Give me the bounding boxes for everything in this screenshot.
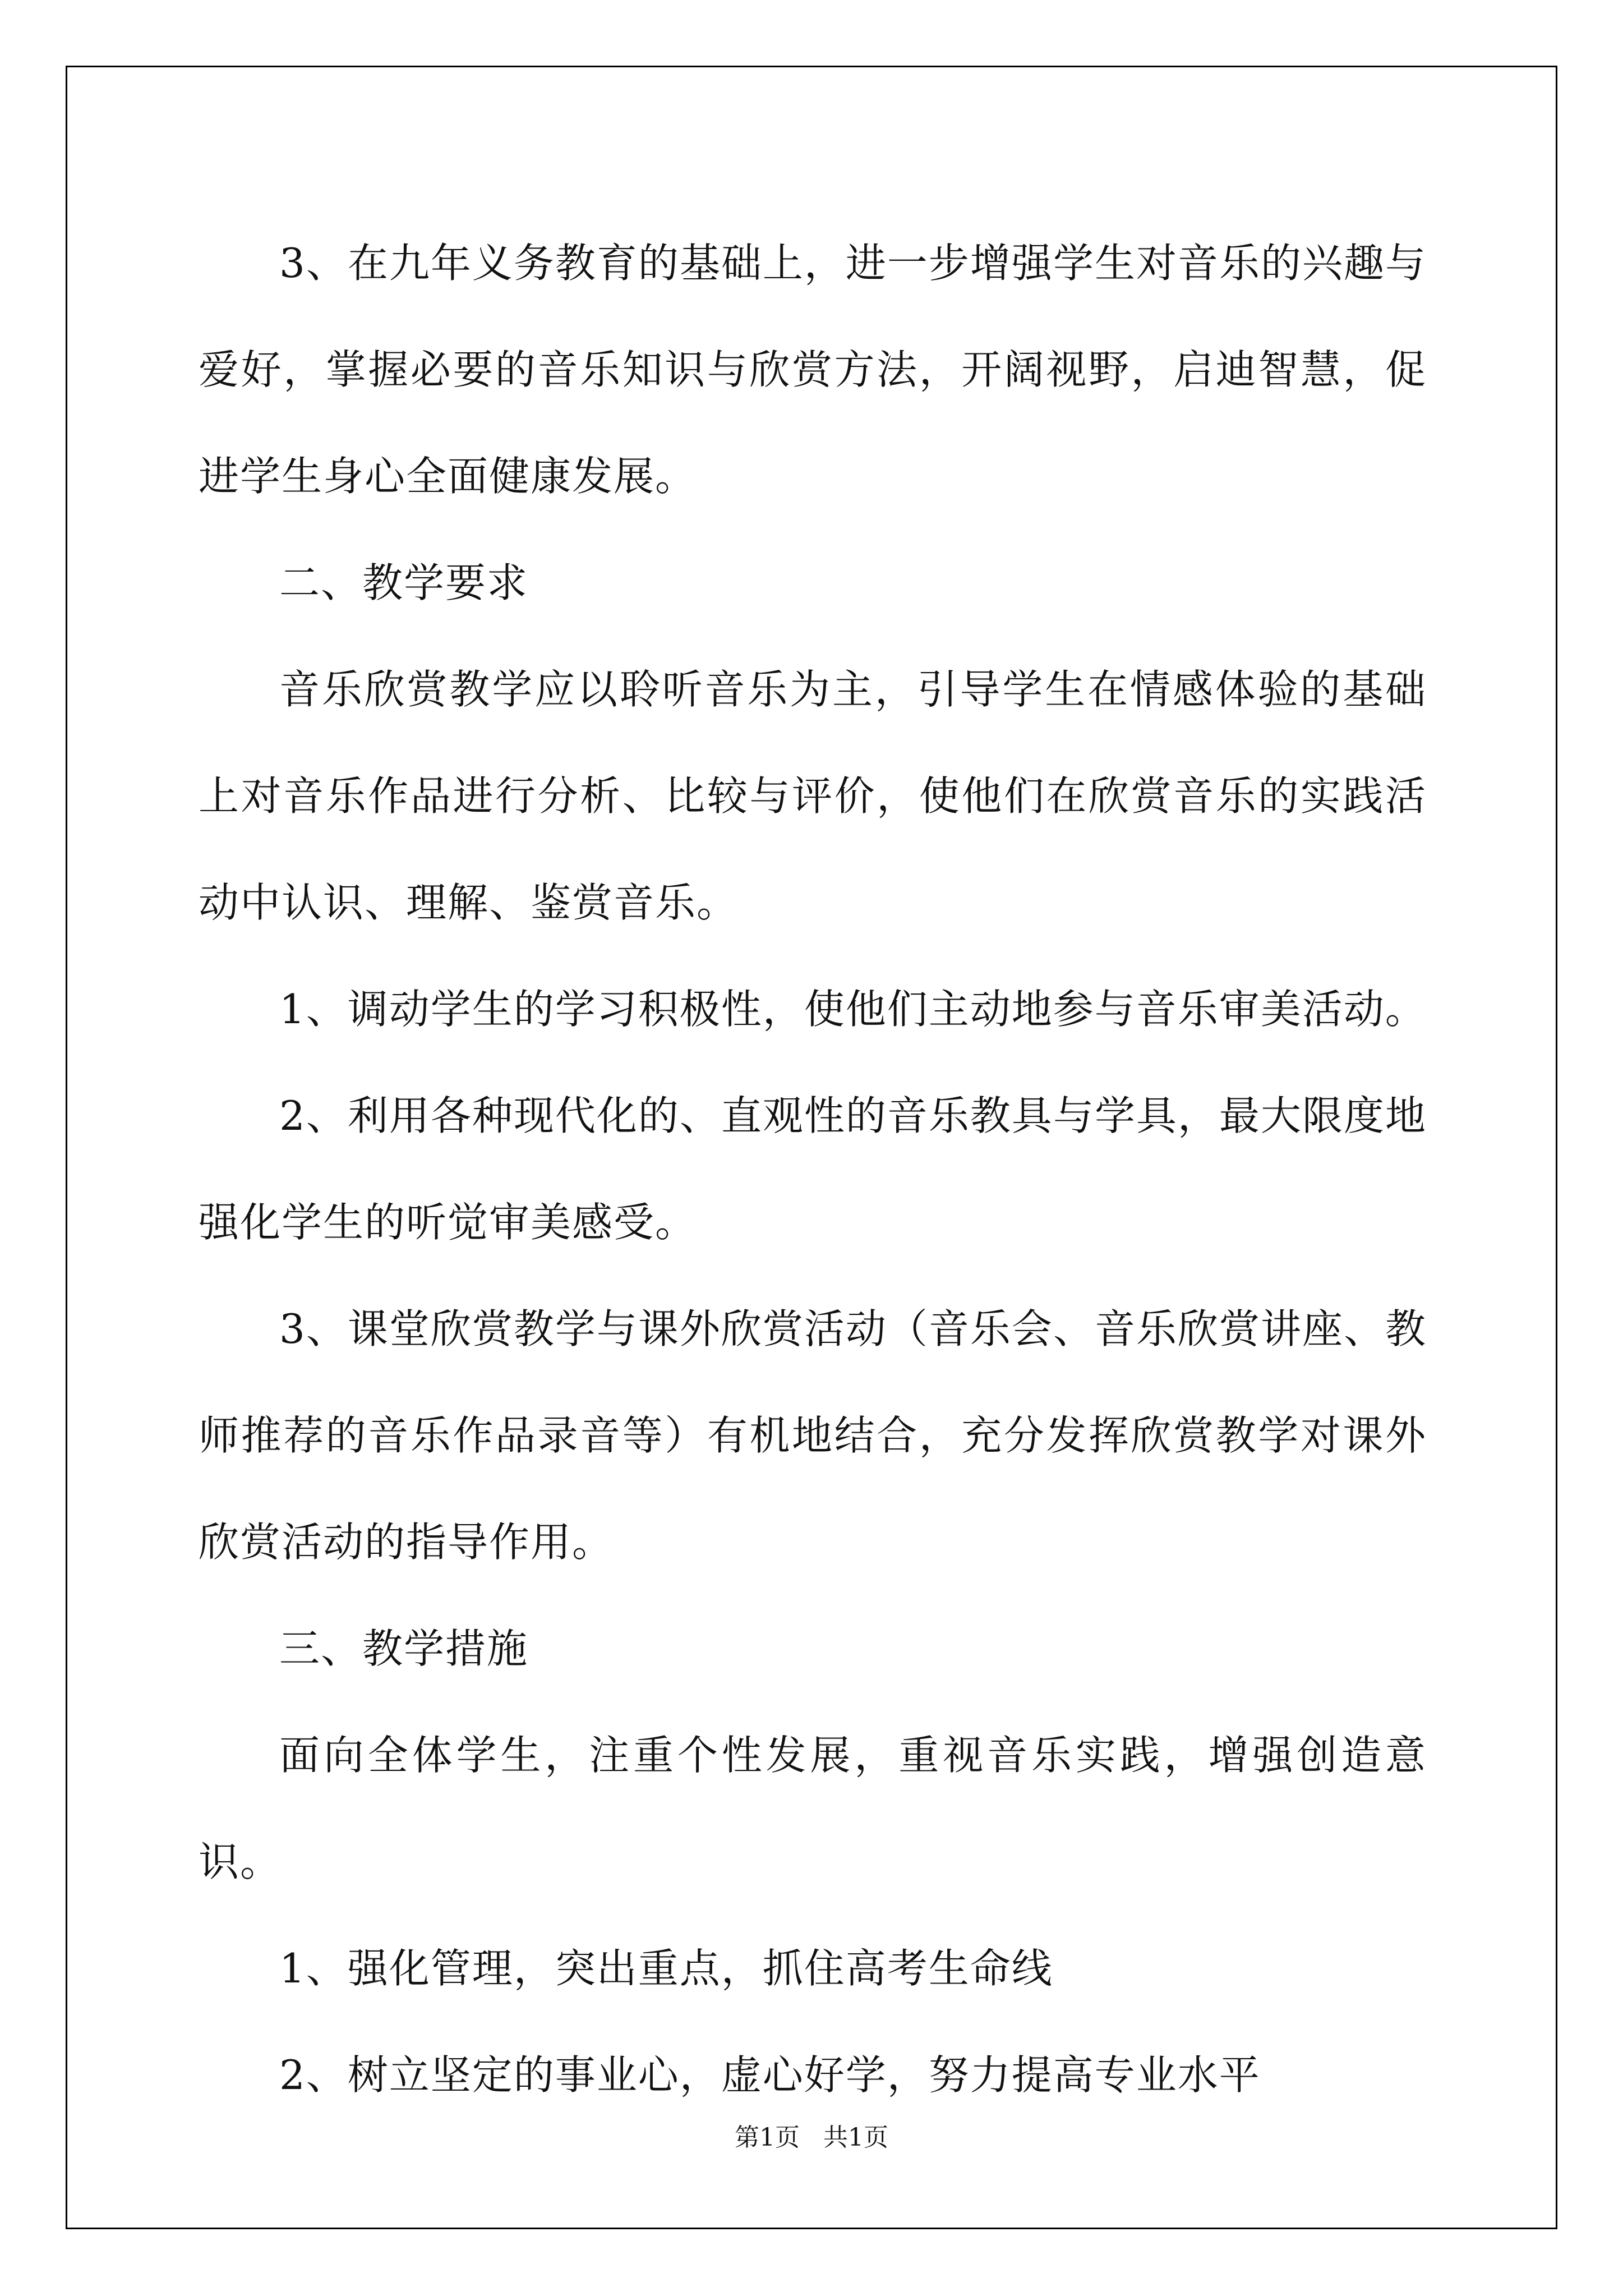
paragraph-measure-2: 2、树立坚定的事业心，虚心好学，努力提高专业水平	[279, 2051, 1261, 2099]
paragraph-measures-intro: 面向全体学生，注重个性发展，重视音乐实践，增强创造意识。	[199, 1732, 1427, 1885]
paragraph-measure-1: 1、强化管理，突出重点，抓住高考生命线	[279, 1945, 1053, 1992]
paragraph-requirement-1: 1、调动学生的学习积极性，使他们主动地参与音乐审美活动。	[279, 986, 1427, 1033]
page-footer	[0, 2117, 1623, 2153]
paragraph-requirements-intro: 音乐欣赏教学应以聆听音乐为主，引导学生在情感体验的基础上对音乐作品进行分析、比较与评价，使他们在欣赏音乐的实践活动中认识、理解、鉴赏音乐。	[199, 666, 1427, 926]
document-body	[199, 210, 1427, 2128]
section-heading-teaching-measures: 三、教学措施	[279, 1625, 529, 1672]
paragraph-goal-3: 3、在九年义务教育的基础上，进一步增强学生对音乐的兴趣与爱好，掌握必要的音乐知识与欣赏方法，开阔视野，启迪智慧，促进学生身心全面健康发展。	[199, 240, 1427, 500]
page-number: 第1页	[735, 2123, 800, 2152]
paragraph-requirement-3: 3、课堂欣赏教学与课外欣赏活动（音乐会、音乐欣赏讲座、教师推荐的音乐作品录音等）有机地结合，充分发挥欣赏教学对课外欣赏活动的指导作用。	[199, 1305, 1427, 1566]
paragraph-requirement-2: 2、利用各种现代化的、直观性的音乐教具与学具，最大限度地强化学生的听觉审美感受。	[199, 1092, 1427, 1246]
page-total: 共1页	[823, 2123, 888, 2152]
section-heading-teaching-requirements: 二、教学要求	[279, 559, 529, 606]
